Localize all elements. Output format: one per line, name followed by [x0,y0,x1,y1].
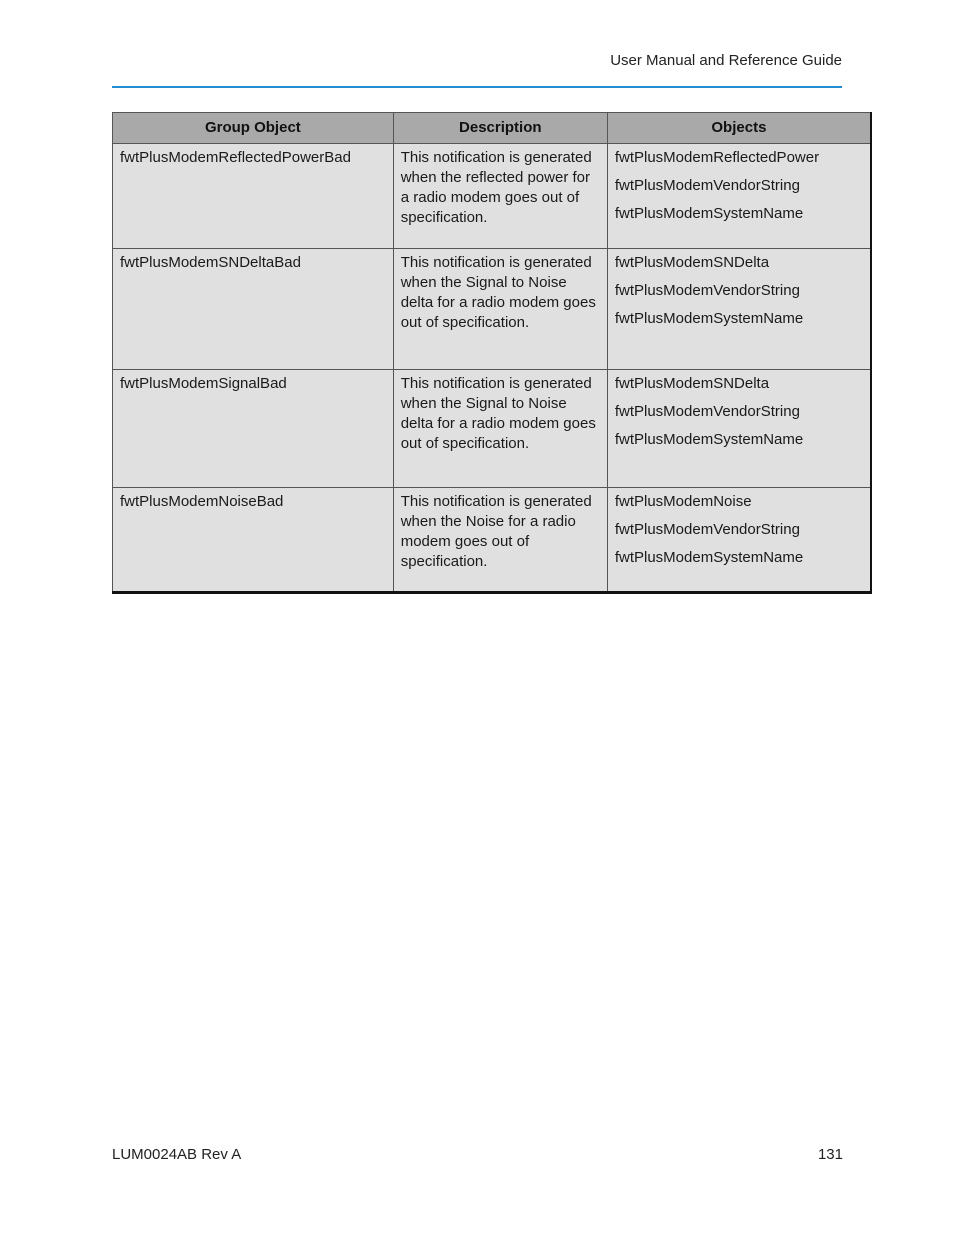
object-name: fwtPlusModemNoise [614,493,752,510]
object-name: fwtPlusModemVendorString [614,521,800,538]
objects-cell [607,249,871,370]
notification-table [112,112,872,594]
column-header-group-object: Group Object [113,113,394,144]
object-name: fwtPlusModemSystemName [614,310,804,327]
table-row [113,144,872,249]
footer-doc-id: LUM0024AB Rev A [112,1146,242,1163]
column-header-description: Description [393,113,607,144]
group-object-cell: fwtPlusModemSignalBad [113,370,394,488]
group-object-cell: fwtPlusModemNoiseBad [113,488,394,593]
group-object-cell: fwtPlusModemReflectedPowerBad [113,144,394,249]
running-header-title: User Manual and Reference Guide [610,52,842,69]
objects-cell [607,370,871,488]
object-name: fwtPlusModemSystemName [614,549,804,566]
object-name: fwtPlusModemVendorString [614,282,800,299]
object-name: fwtPlusModemVendorString [614,403,800,420]
description-cell: This notification is generated when the Noise for a radio modem goes out of specification. [393,488,607,593]
description-cell: This notification is generated when the reflected power for a radio modem goes out of specification. [393,144,607,249]
object-name: fwtPlusModemSystemName [614,205,804,222]
description-cell: This notification is generated when the Signal to Noise delta for a radio modem goes out of specification. [393,249,607,370]
table-row [113,249,872,370]
object-name: fwtPlusModemVendorString [614,177,800,194]
header-rule [112,86,842,88]
description-cell: This notification is generated when the Signal to Noise delta for a radio modem goes out of specification. [393,370,607,488]
object-name: fwtPlusModemSNDelta [614,254,770,271]
table-row [113,370,872,488]
object-name: fwtPlusModemSystemName [614,431,804,448]
object-name: fwtPlusModemSNDelta [614,375,770,392]
objects-cell [607,488,871,593]
footer-page-number: 131 [817,1146,843,1163]
object-name: fwtPlusModemReflectedPower [614,149,820,166]
table-header-row [113,113,872,144]
column-header-objects: Objects [607,113,871,144]
table-row [113,488,872,593]
group-object-cell: fwtPlusModemSNDeltaBad [113,249,394,370]
objects-cell [607,144,871,249]
